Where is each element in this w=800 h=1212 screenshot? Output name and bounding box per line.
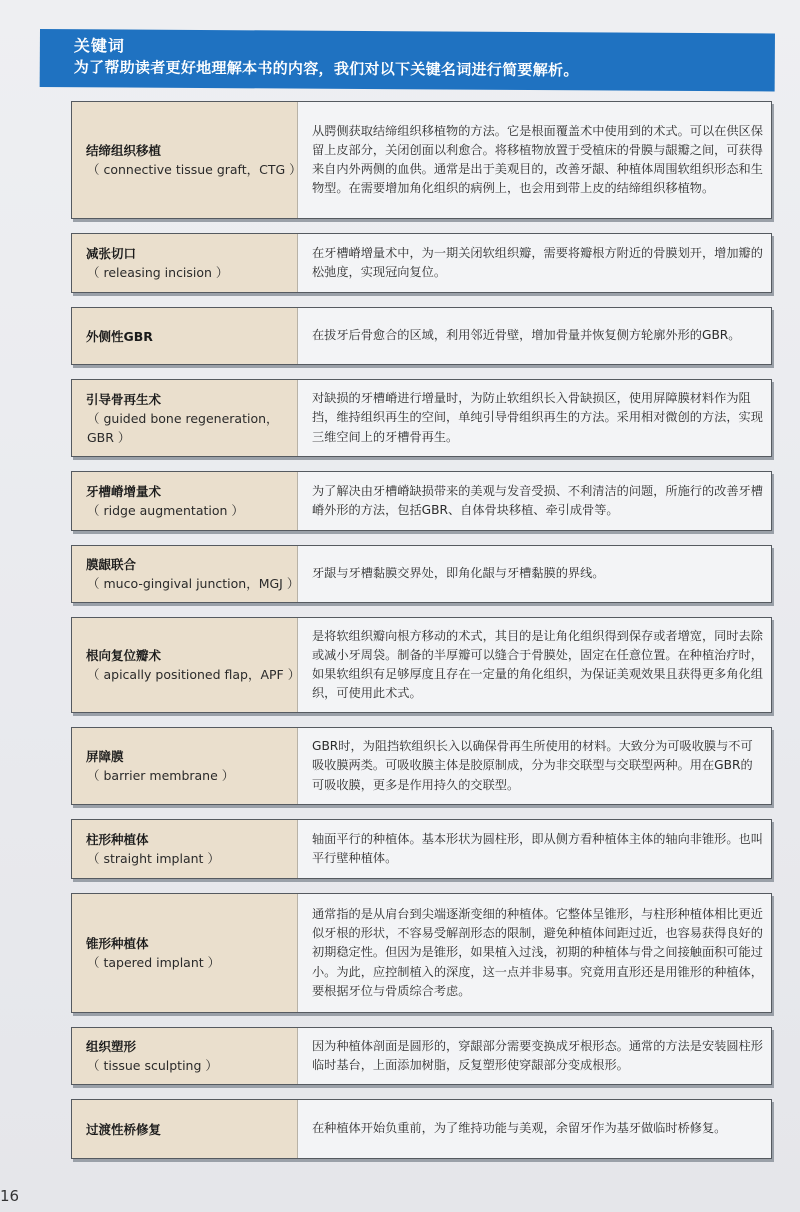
term-definition	[298, 1100, 771, 1158]
term-english: （ barrier membrane ）	[87, 768, 235, 783]
term-entry	[71, 307, 772, 365]
term-definition	[298, 728, 771, 804]
term-name: 组织塑形	[86, 1039, 137, 1054]
term-definition	[298, 618, 771, 712]
term-definition-text: 在种植体开始负重前，为了维持功能与美观，余留牙作为基牙做临时桥修复。	[312, 1121, 727, 1136]
term-name: 屏障膜	[86, 749, 124, 764]
term-name: 膜龈联合	[86, 557, 137, 572]
term-english: （ guided bone regeneration，GBR ）	[87, 410, 279, 445]
term-english: （ apically positioned flap，APF ）	[87, 667, 301, 682]
term-definition-text: 是将软组织瓣向根方移动的术式，其目的是让角化组织得到保存或者增宽，同时去除或减小牙周袋。制备的半厚瓣可以缝合于骨膜处，固定在任意位置。在种植治疗时，如果软组织有足够厚度且存在一定量的角化组织，为保证美观效果且获得更多角化组织，可使用此术式。	[312, 628, 763, 701]
term-label	[72, 102, 302, 218]
term-definition	[298, 1028, 771, 1084]
term-label	[72, 308, 298, 364]
term-entry	[71, 471, 772, 531]
term-definition	[298, 546, 771, 602]
term-english: （ connective tissue graft，CTG ）	[87, 162, 302, 177]
term-entry	[71, 379, 772, 457]
term-entry	[71, 545, 772, 603]
term-definition-text: 为了解决由牙槽嵴缺损带来的美观与发音受损、不利清洁的问题，所施行的改善牙槽嵴外形的方法，包括GBR、自体骨块移植、牵引成骨等。	[312, 483, 763, 517]
term-definition-text: 因为种植体剖面是圆形的，穿龈部分需要变换成牙根形态。通常的方法是安装圆柱形临时基台，上面添加树脂，反复塑形使穿龈部分变成根形。	[312, 1038, 763, 1072]
page-number: 16	[0, 1187, 20, 1205]
term-entry	[71, 617, 772, 713]
term-label	[72, 1028, 298, 1084]
term-entry	[71, 233, 772, 293]
term-name: 结缔组织移植	[86, 143, 162, 158]
term-english: （ straight implant ）	[87, 851, 220, 866]
term-definition	[298, 472, 771, 530]
term-name: 减张切口	[86, 246, 137, 261]
term-entry	[71, 727, 772, 805]
term-definition-text: 在牙槽嵴增量术中，为一期关闭软组织瓣，需要将瓣根方附近的骨膜划开，增加瓣的松弛度，实现冠向复位。	[312, 245, 763, 279]
term-entry	[71, 819, 772, 879]
term-definition-text: 通常指的是从肩台到尖端逐渐变细的种植体。它整体呈锥形，与柱形种植体相比更近似牙根的形状，不容易受解剖形态的限制，避免种植体间距过近，也容易获得良好的初期稳定性。但因为是锥形，如果植入过浅，初期的种植体与骨之间接触面积可能过小。为此，应控制植入的深度，这一点并非易事。究竟用直形还是用锥形的种植体，要根据牙位与骨质综合考虑。	[312, 906, 763, 998]
term-definition-text: 对缺损的牙槽嵴进行增量时，为防止软组织长入骨缺损区，使用屏障膜材料作为阻挡，维持组织再生的空间，单纯引导骨组织再生的方法。采用相对微创的方法，实现三维空间上的牙槽骨再生。	[312, 391, 763, 444]
term-definition-text: GBR时，为阻挡软组织长入以确保骨再生所使用的材料。大致分为可吸收膜与不可吸收膜两类。可吸收膜主体是胶原制成，分为非交联型与交联型两种。用在GBR的可吸收膜，更多是作用持久的交联型。	[312, 739, 753, 792]
term-label	[72, 234, 298, 292]
term-definition	[298, 308, 771, 364]
term-english: （ ridge augmentation ）	[87, 503, 244, 518]
term-english: （ releasing incision ）	[87, 265, 229, 280]
header-title: 关键词	[73, 36, 125, 56]
term-name: 引导骨再生术	[86, 391, 162, 407]
term-definition	[298, 234, 771, 292]
term-entry	[71, 1099, 772, 1159]
term-entry	[71, 893, 772, 1013]
term-label	[72, 894, 298, 1012]
term-label	[72, 820, 298, 878]
term-definition	[298, 380, 771, 456]
header-subtitle: 为了帮助读者更好地理解本书的内容，我们对以下关键名词进行简要解析。	[73, 58, 579, 80]
term-label	[72, 546, 298, 602]
term-label	[72, 728, 298, 804]
term-english: （ tissue sculpting ）	[87, 1058, 218, 1073]
term-name: 柱形种植体	[86, 832, 149, 847]
term-label	[72, 618, 301, 712]
term-name: 根向复位瓣术	[86, 648, 162, 663]
term-entry	[71, 1027, 772, 1085]
term-definition-text: 在拔牙后骨愈合的区域，利用邻近骨壁，增加骨量并恢复侧方轮廓外形的GBR。	[312, 328, 741, 343]
keywords-header	[40, 29, 775, 91]
term-name: 牙槽嵴增量术	[86, 484, 162, 499]
term-definition-text: 从腭侧获取结缔组织移植物的方法。它是根面覆盖术中使用到的术式。可以在供区保留上皮部分，关闭创面以利愈合。将移植物放置于受植床的骨膜与龈瓣之间，可获得来自内外两侧的血供。通常是出于美观目的，改善牙龈、种植体周围软组织形态和生物型。在需要增加角化组织的病例上，也会用到带上皮的结缔组织移植物。	[312, 123, 763, 196]
term-definition	[298, 102, 771, 218]
term-name: 过渡性桥修复	[86, 1121, 162, 1137]
term-english: （ tapered implant ）	[87, 955, 221, 970]
term-entry	[71, 101, 772, 219]
term-definition-text: 牙龈与牙槽黏膜交界处，即角化龈与牙槽黏膜的界线。	[312, 566, 605, 581]
term-definition	[298, 820, 771, 878]
term-english: （ muco-gingival junction，MGJ ）	[87, 576, 300, 591]
term-name: 锥形种植体	[86, 936, 149, 951]
term-name: 外侧性GBR	[86, 328, 153, 344]
term-definition	[298, 894, 771, 1012]
term-label	[72, 472, 298, 530]
term-label	[72, 1100, 298, 1158]
term-label	[72, 380, 298, 456]
term-definition-text: 轴面平行的种植体。基本形状为圆柱形，即从侧方看种植体主体的轴向非锥形。也叫平行壁种植体。	[312, 831, 763, 865]
